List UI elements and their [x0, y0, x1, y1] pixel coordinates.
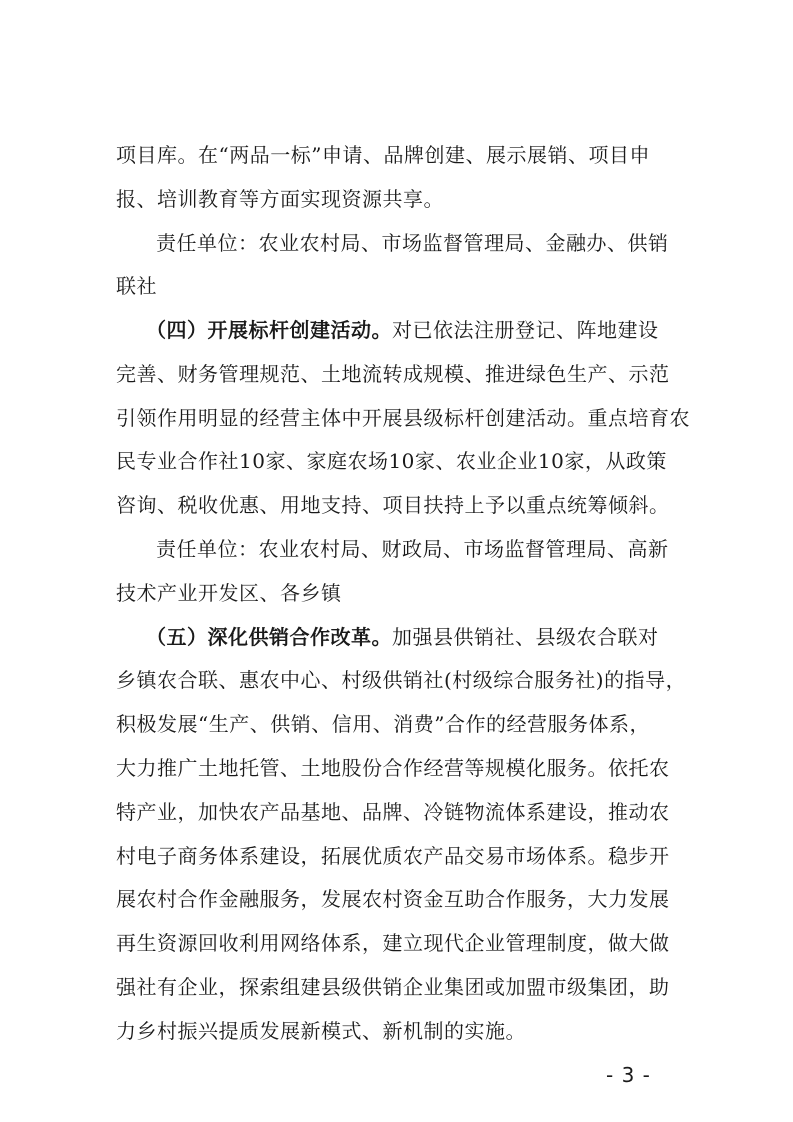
text-line: 报、培训教育等方面实现资源共享。	[116, 187, 444, 211]
text-span: 加强县供销社、县级农合联对	[392, 625, 659, 649]
section-four-heading: （四）开展标杆创建活动。	[146, 318, 392, 342]
responsibility-line: 责任单位：农业农村局、市场监督管理局、金融办、供销	[156, 231, 669, 255]
text-line: 联社	[116, 274, 157, 298]
section-five-paragraph-start	[146, 624, 686, 650]
text-line: 大力推广土地托管、土地股份合作经营等规模化服务。依托农	[116, 756, 670, 780]
text-line: 民专业合作社10家、家庭农场10家、农业企业10家，从政策	[116, 449, 667, 473]
text-line: 特产业，加快农产品基地、品牌、冷链物流体系建设，推动农	[116, 800, 670, 824]
text-line: 力乡村振兴提质发展新模式、新机制的实施。	[116, 1019, 526, 1043]
text-line: 咨询、税收优惠、用地支持、项目扶持上予以重点统筹倾斜。	[116, 493, 670, 517]
text-line: 完善、财务管理规范、土地流转成规模、推进绿色生产、示范	[116, 362, 670, 386]
text-line: 积极发展“生产、供销、信用、消费”合作的经营服务体系，	[116, 712, 650, 736]
section-four-paragraph-start	[146, 317, 686, 343]
text-line: 村电子商务体系建设，拓展优质农产品交易市场体系。稳步开	[116, 844, 670, 868]
text-line: 乡镇农合联、惠农中心、村级供销社(村级综合服务社)的指导，	[116, 668, 687, 692]
text-line: 展农村合作金融服务，发展农村资金互助合作服务，大力发展	[116, 887, 670, 911]
text-line: 技术产业开发区、各乡镇	[116, 581, 342, 605]
page-number: - 3 -	[606, 1063, 651, 1087]
text-line: 强社有企业，探索组建县级供销企业集团或加盟市级集团，助	[116, 975, 670, 999]
section-five-heading: （五）深化供销合作改革。	[146, 625, 392, 649]
text-line: 引领作用明显的经营主体中开展县级标杆创建活动。重点培育农	[116, 406, 690, 430]
text-line: 再生资源回收利用网络体系，建立现代企业管理制度，做大做	[116, 931, 670, 955]
responsibility-line: 责任单位：农业农村局、财政局、市场监督管理局、高新	[156, 537, 669, 561]
text-span: 对已依法注册登记、阵地建设	[392, 318, 659, 342]
text-line: 项目库。在“两品一标”申请、品牌创建、展示展销、项目申	[116, 143, 650, 167]
